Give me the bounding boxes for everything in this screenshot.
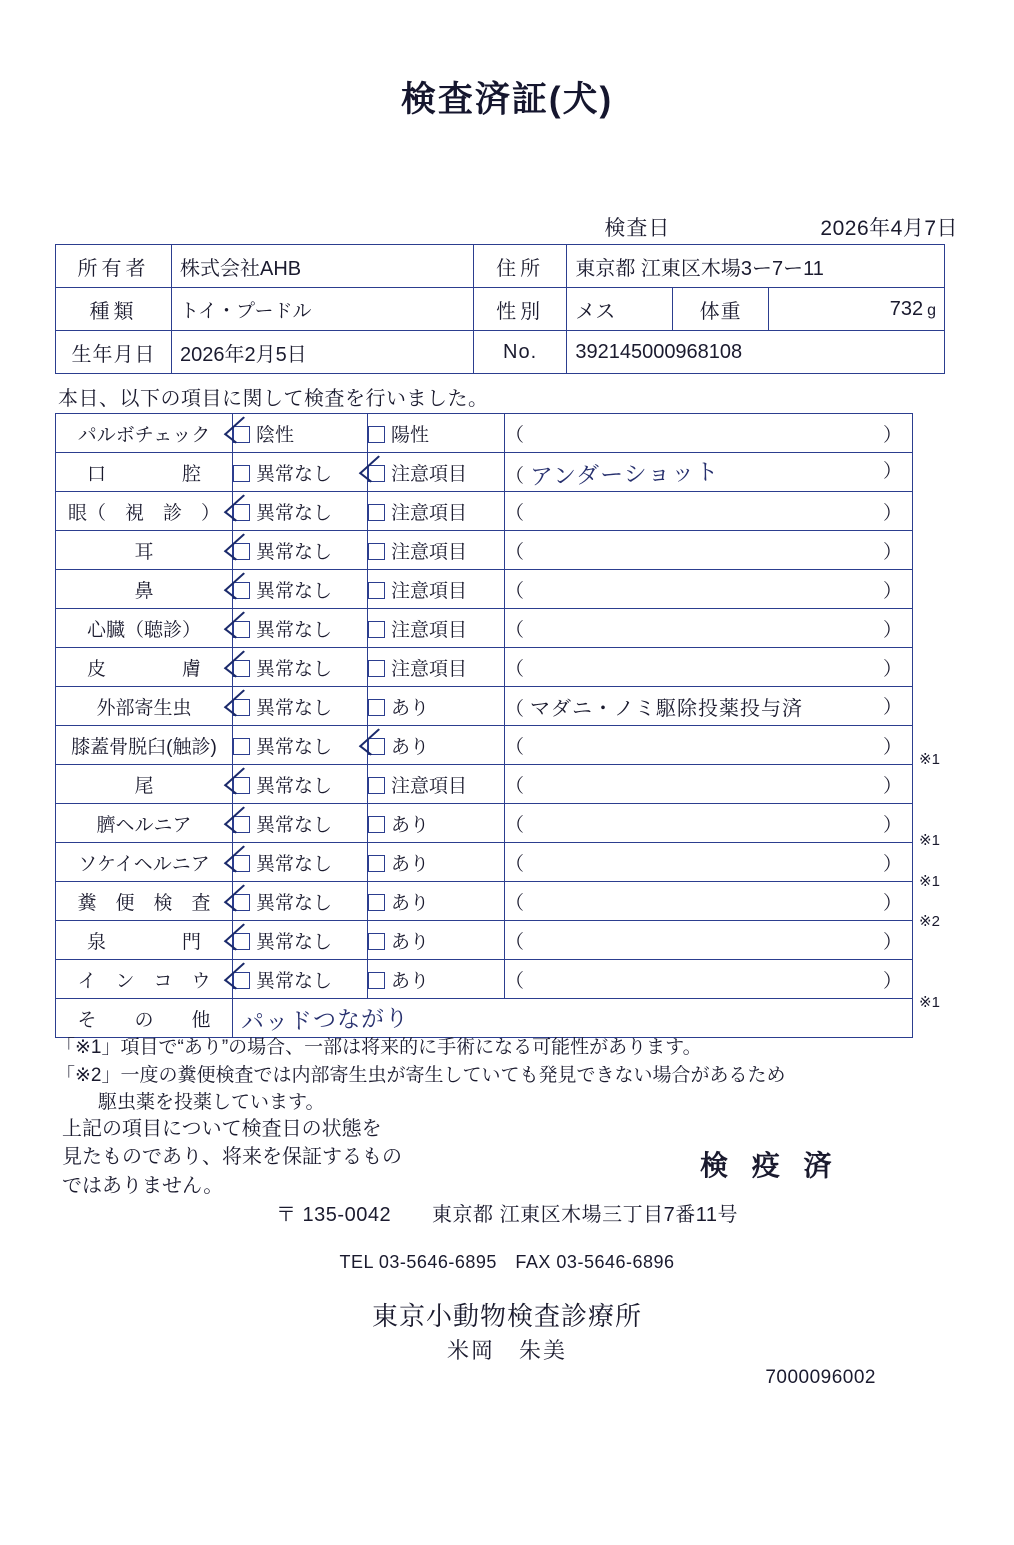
item-option-2[interactable] bbox=[368, 492, 505, 531]
checkbox-checked-icon[interactable] bbox=[233, 426, 250, 443]
checkbox-icon[interactable] bbox=[368, 933, 385, 950]
item-option-1[interactable] bbox=[233, 570, 368, 609]
option-label: あり bbox=[391, 697, 430, 719]
checkbox-icon[interactable] bbox=[368, 816, 385, 833]
item-option-2[interactable] bbox=[368, 609, 505, 648]
owner-label: 所有者 bbox=[56, 245, 172, 288]
sex-value: メス bbox=[567, 288, 673, 331]
checkbox-icon[interactable] bbox=[233, 465, 250, 482]
paren-close: ） bbox=[882, 892, 902, 914]
item-name: 耳 bbox=[56, 531, 233, 570]
inspector-name: 米岡 朱美 bbox=[446, 1338, 567, 1363]
page-title: 検査済証(犬) bbox=[400, 80, 614, 119]
checkbox-checked-icon[interactable] bbox=[233, 777, 250, 794]
asterisk-note: ※1 bbox=[919, 872, 940, 890]
option-label: 異常なし bbox=[256, 463, 333, 485]
item-option-1[interactable] bbox=[233, 921, 368, 960]
item-option-1[interactable] bbox=[233, 453, 368, 492]
checkbox-checked-icon[interactable] bbox=[233, 933, 250, 950]
option-label: 注意項目 bbox=[391, 619, 468, 641]
item-note-cell[interactable] bbox=[505, 453, 913, 492]
footnote-2: 「※2」一度の糞便検査では内部寄生虫が寄生していても発見できない場合があるため bbox=[56, 1064, 786, 1086]
table-row bbox=[56, 687, 913, 726]
item-note-cell[interactable] bbox=[505, 843, 913, 882]
paren-close: ） bbox=[882, 424, 902, 446]
option-label: 異常なし bbox=[256, 736, 333, 758]
option-label: 注意項目 bbox=[391, 658, 468, 680]
option-label: 異常なし bbox=[256, 502, 333, 524]
clinic-tel-fax: TEL 03-5646-6895 FAX 03-5646-6896 bbox=[339, 1252, 675, 1272]
checkbox-checked-icon[interactable] bbox=[233, 504, 250, 521]
item-option-1[interactable] bbox=[233, 726, 368, 765]
inspection-items-table bbox=[55, 413, 913, 1038]
item-note-cell[interactable] bbox=[505, 804, 913, 843]
table-row bbox=[56, 492, 913, 531]
item-note-cell[interactable] bbox=[505, 687, 913, 726]
sex-label: 性別 bbox=[473, 288, 566, 331]
table-row bbox=[56, 999, 913, 1038]
other-label: そ の 他 bbox=[56, 999, 233, 1038]
option-label: あり bbox=[391, 736, 430, 758]
item-option-2[interactable] bbox=[368, 726, 505, 765]
paren-close: ） bbox=[882, 814, 902, 836]
birth-value: 2026年2月5日 bbox=[171, 331, 473, 374]
paren-close: ） bbox=[882, 460, 902, 482]
statement-line-1: 上記の項目について検査日の状態を bbox=[62, 1118, 382, 1140]
table-row bbox=[56, 288, 945, 331]
option-label: 異常なし bbox=[256, 931, 333, 953]
owner-value: 株式会社AHB bbox=[171, 245, 473, 288]
item-name: 皮 膚 bbox=[56, 648, 233, 687]
option-label: 注意項目 bbox=[391, 463, 468, 485]
footnote-1: 「※1」項目で“あり”の場合、一部は将来的に手術になる可能性があります。 bbox=[56, 1037, 702, 1058]
checkbox-checked-icon[interactable] bbox=[233, 699, 250, 716]
item-option-1[interactable] bbox=[233, 804, 368, 843]
paren-open: （ bbox=[505, 424, 525, 446]
checkbox-icon[interactable] bbox=[368, 894, 385, 911]
option-label: 注意項目 bbox=[391, 541, 468, 563]
item-note: マダニ・ノミ駆除投薬投与済 bbox=[530, 697, 804, 720]
item-option-1[interactable] bbox=[233, 765, 368, 804]
checkbox-checked-icon[interactable] bbox=[233, 894, 250, 911]
item-option-2[interactable] bbox=[368, 921, 505, 960]
no-value: 392145000968108 bbox=[567, 331, 945, 374]
asterisk-note: ※1 bbox=[919, 751, 940, 768]
checkbox-checked-icon[interactable] bbox=[233, 816, 250, 833]
item-note-cell[interactable] bbox=[505, 492, 913, 531]
checkbox-checked-icon[interactable] bbox=[368, 738, 385, 755]
checkbox-icon[interactable] bbox=[368, 855, 385, 872]
paren-open: （ bbox=[505, 970, 525, 992]
clinic-postal-address: 〒 135-0042 東京都 江東区木場三丁目7番11号 bbox=[275, 1204, 739, 1226]
item-name: 膝蓋骨脱臼(触診) bbox=[56, 726, 233, 765]
quarantine-stamp: 検 疫 済 bbox=[700, 1150, 840, 1181]
paren-open: （ bbox=[505, 853, 525, 875]
exam-date-label: 検査日 bbox=[604, 217, 671, 240]
table-row bbox=[56, 570, 913, 609]
weight-value: 732 bbox=[889, 297, 924, 320]
item-option-2[interactable] bbox=[368, 531, 505, 570]
item-note-cell[interactable] bbox=[505, 921, 913, 960]
checkbox-icon[interactable] bbox=[368, 660, 385, 677]
paren-open: （ bbox=[505, 502, 525, 524]
item-note-cell[interactable] bbox=[505, 609, 913, 648]
item-name: パルボチェック bbox=[56, 414, 233, 453]
checkbox-icon[interactable] bbox=[368, 582, 385, 599]
item-name: 臍ヘルニア bbox=[56, 804, 233, 843]
option-label: 異常なし bbox=[256, 658, 333, 680]
option-label: 陰性 bbox=[256, 424, 295, 446]
paren-close: ） bbox=[882, 619, 902, 641]
exam-date-value: 2026年4月7日 bbox=[820, 217, 958, 240]
item-note-cell[interactable] bbox=[505, 414, 913, 453]
paren-open: （ bbox=[505, 658, 525, 680]
statement-line-2: 見たものであり、将来を保証するもの bbox=[62, 1146, 402, 1169]
table-row bbox=[56, 843, 913, 882]
footnotes bbox=[56, 1034, 786, 1117]
certificate-page bbox=[0, 72, 1014, 1545]
table-row bbox=[56, 331, 945, 374]
paren-close: ） bbox=[882, 853, 902, 875]
option-label: 異常なし bbox=[256, 814, 333, 836]
checkbox-icon[interactable] bbox=[368, 504, 385, 521]
option-label: あり bbox=[391, 970, 430, 992]
item-name: 糞 便 検 査 bbox=[56, 882, 233, 921]
table-row bbox=[56, 921, 913, 960]
statement-line-3: ではありません。 bbox=[62, 1174, 224, 1197]
checkbox-icon[interactable] bbox=[368, 777, 385, 794]
header-table bbox=[55, 244, 945, 374]
item-option-2[interactable] bbox=[368, 570, 505, 609]
item-name: イ ン コ ウ bbox=[56, 960, 233, 999]
option-label: 異常なし bbox=[256, 892, 333, 914]
checkbox-checked-icon[interactable] bbox=[233, 660, 250, 677]
item-note-cell[interactable] bbox=[505, 570, 913, 609]
item-option-1[interactable] bbox=[233, 882, 368, 921]
item-option-1[interactable] bbox=[233, 960, 368, 999]
item-name: 泉 門 bbox=[56, 921, 233, 960]
option-label: 異常なし bbox=[256, 697, 333, 719]
table-row bbox=[56, 453, 913, 492]
option-label: 陽性 bbox=[391, 424, 430, 446]
exam-date-row bbox=[56, 212, 958, 242]
paren-open: （ bbox=[505, 775, 525, 797]
address-label: 住所 bbox=[473, 245, 566, 288]
asterisk-note: ※1 bbox=[919, 832, 940, 849]
paren-open: （ bbox=[505, 814, 525, 836]
option-label: 異常なし bbox=[256, 541, 333, 563]
option-label: 異常なし bbox=[256, 580, 333, 602]
checkbox-icon[interactable] bbox=[368, 543, 385, 560]
serial-number: 7000096002 bbox=[765, 1367, 876, 1388]
table-row bbox=[56, 609, 913, 648]
checkbox-icon[interactable] bbox=[368, 972, 385, 989]
checkbox-icon[interactable] bbox=[368, 699, 385, 716]
breed-value: トイ・プードル bbox=[171, 288, 473, 331]
table-row bbox=[56, 414, 913, 453]
paren-open: （ bbox=[505, 541, 525, 563]
item-name: 尾 bbox=[56, 765, 233, 804]
item-name: 心臓（聴診） bbox=[56, 609, 233, 648]
statement bbox=[62, 1115, 402, 1200]
option-label: 異常なし bbox=[256, 970, 333, 992]
table-row bbox=[56, 960, 913, 999]
table-row bbox=[56, 531, 913, 570]
item-note-cell[interactable] bbox=[505, 648, 913, 687]
paren-open: （ bbox=[505, 736, 525, 758]
item-name: ソケイヘルニア bbox=[56, 843, 233, 882]
paren-open: （ bbox=[505, 619, 525, 641]
other-handwriting: パッドつながり bbox=[240, 1005, 410, 1036]
checkbox-checked-icon[interactable] bbox=[233, 582, 250, 599]
paren-open: （ bbox=[505, 931, 525, 953]
weight-unit: g bbox=[927, 301, 936, 319]
item-option-2[interactable] bbox=[368, 687, 505, 726]
item-option-1[interactable] bbox=[233, 843, 368, 882]
table-row bbox=[56, 726, 913, 765]
item-name: 眼（ 視 診 ） bbox=[56, 492, 233, 531]
item-option-2[interactable] bbox=[368, 765, 505, 804]
option-label: 異常なし bbox=[256, 853, 333, 875]
option-label: 異常なし bbox=[256, 619, 333, 641]
paren-open: （ bbox=[505, 580, 525, 602]
item-name: 口 腔 bbox=[56, 453, 233, 492]
birth-label: 生年月日 bbox=[56, 331, 172, 374]
paren-close: ） bbox=[882, 696, 902, 718]
option-label: 注意項目 bbox=[391, 502, 468, 524]
item-note-cell[interactable] bbox=[505, 882, 913, 921]
checkbox-icon[interactable] bbox=[368, 621, 385, 638]
item-option-2[interactable] bbox=[368, 453, 505, 492]
item-note-cell[interactable] bbox=[505, 726, 913, 765]
paren-close: ） bbox=[882, 775, 902, 797]
intro-text: 本日、以下の項目に関して検査を行いました。 bbox=[58, 388, 489, 410]
weight-label: 体重 bbox=[673, 288, 769, 331]
option-label: 注意項目 bbox=[391, 580, 468, 602]
paren-close: ） bbox=[882, 502, 902, 524]
option-label: 注意項目 bbox=[391, 775, 468, 797]
item-name: 外部寄生虫 bbox=[56, 687, 233, 726]
address-value: 東京都 江東区木場3ー7ー11 bbox=[567, 245, 945, 288]
option-label: あり bbox=[391, 892, 430, 914]
item-note-cell[interactable] bbox=[505, 765, 913, 804]
table-row bbox=[56, 765, 913, 804]
option-label: あり bbox=[391, 814, 430, 836]
item-option-1[interactable] bbox=[233, 414, 368, 453]
checkbox-checked-icon[interactable] bbox=[233, 972, 250, 989]
table-row bbox=[56, 245, 945, 288]
asterisk-note: ※2 bbox=[919, 913, 940, 930]
paren-open: （ bbox=[505, 892, 525, 914]
no-label: No. bbox=[473, 331, 566, 374]
item-note: アンダーショット bbox=[529, 459, 720, 490]
clinic-name: 東京小動物検査診療所 bbox=[371, 1301, 642, 1331]
checkbox-icon[interactable] bbox=[233, 738, 250, 755]
item-note-cell[interactable] bbox=[505, 960, 913, 999]
item-option-2[interactable] bbox=[368, 804, 505, 843]
weight-value-cell bbox=[769, 288, 945, 331]
paren-close: ） bbox=[882, 658, 902, 680]
checkbox-checked-icon[interactable] bbox=[233, 855, 250, 872]
paren-open: （ bbox=[505, 465, 525, 487]
option-label: 異常なし bbox=[256, 775, 333, 797]
item-option-1[interactable] bbox=[233, 609, 368, 648]
paren-close: ） bbox=[882, 580, 902, 602]
item-option-2[interactable] bbox=[368, 960, 505, 999]
item-note-cell[interactable] bbox=[505, 531, 913, 570]
asterisk-note: ※1 bbox=[919, 994, 940, 1011]
checkbox-checked-icon[interactable] bbox=[368, 465, 385, 482]
paren-close: ） bbox=[882, 541, 902, 563]
checkbox-checked-icon[interactable] bbox=[233, 543, 250, 560]
item-option-1[interactable] bbox=[233, 531, 368, 570]
breed-label: 種類 bbox=[56, 288, 172, 331]
option-label: あり bbox=[391, 931, 430, 953]
paren-close: ） bbox=[882, 931, 902, 953]
item-option-2[interactable] bbox=[368, 882, 505, 921]
footnote-3: 駆虫薬を投薬しています。 bbox=[98, 1092, 325, 1114]
paren-open: （ bbox=[505, 698, 525, 720]
option-label: あり bbox=[391, 853, 430, 875]
item-option-2[interactable] bbox=[368, 648, 505, 687]
table-row bbox=[56, 804, 913, 843]
paren-close: ） bbox=[882, 970, 902, 992]
paren-close: ） bbox=[882, 736, 902, 758]
item-option-1[interactable] bbox=[233, 492, 368, 531]
item-option-2[interactable] bbox=[368, 843, 505, 882]
checkbox-icon[interactable] bbox=[368, 426, 385, 443]
other-value-cell[interactable] bbox=[233, 999, 913, 1038]
table-row bbox=[56, 648, 913, 687]
item-option-1[interactable] bbox=[233, 648, 368, 687]
item-option-1[interactable] bbox=[233, 687, 368, 726]
table-row bbox=[56, 882, 913, 921]
item-option-2[interactable] bbox=[368, 414, 505, 453]
item-name: 鼻 bbox=[56, 570, 233, 609]
checkbox-checked-icon[interactable] bbox=[233, 621, 250, 638]
